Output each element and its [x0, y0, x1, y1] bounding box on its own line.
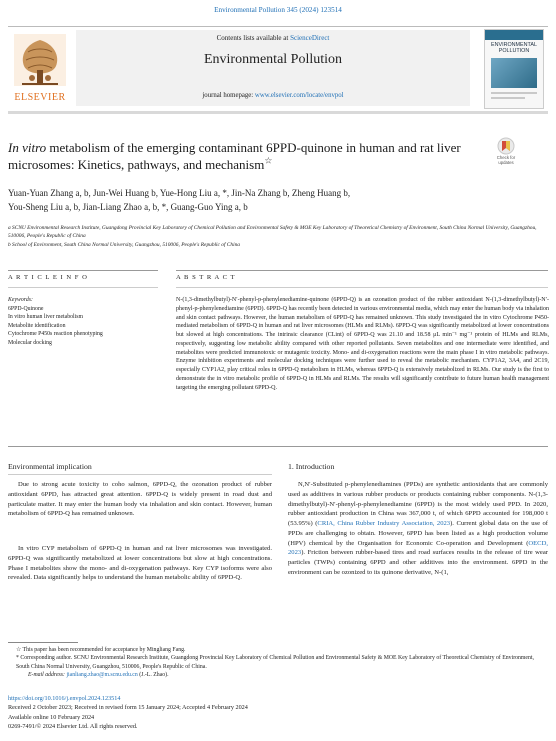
contents-prefix: Contents lists available at [216, 34, 291, 42]
footnotes [8, 646, 548, 680]
author-list [8, 186, 538, 214]
title-italic-part: In vitro [8, 140, 47, 155]
available-online: Available online 10 February 2024 [8, 713, 95, 721]
author-email-link[interactable]: jianliang.zhao@m.scnu.edu.cn [66, 672, 138, 679]
email-suffix: (J.-L. Zhao). [137, 672, 169, 679]
publication-info [8, 694, 308, 732]
footnote-rule [8, 642, 78, 643]
intro-text-b: ). Current global data on the use of PPDs are challenging to obtain. However, 6PPD has been listed as a high production volume (HPV) chemical by the Organisation for Economic Co-operation and Development ( [288, 520, 548, 547]
keyword-item: Molecular docking [8, 339, 52, 346]
keywords-list [8, 296, 158, 348]
article-info-top-rule [8, 270, 158, 271]
footnote-email-line [8, 671, 548, 679]
keyword-item: Metabolite identification [8, 322, 66, 329]
affiliations [8, 224, 548, 249]
cover-rule [491, 92, 537, 94]
sciencedirect-link[interactable]: ScienceDirect [290, 34, 330, 42]
header-center-panel [76, 30, 470, 106]
keyword-item: In vitro human liver metabolism [8, 314, 84, 321]
homepage-prefix: journal homepage: [202, 92, 255, 99]
cover-title: ENVIRONMENTAL POLLUTION [490, 42, 538, 54]
affiliation-b: b School of Environment, South China Normal University, Guangzhou, 510006, People's Republic of China [8, 241, 240, 248]
keyword-item: Cytochrome P450s reaction phenotyping [8, 331, 103, 338]
introduction-body [288, 480, 548, 578]
journal-cover[interactable] [484, 29, 544, 109]
keywords-label: Keywords: [8, 297, 33, 303]
article-title [8, 140, 478, 173]
intro-text-a: N,N′-Substituted p-phenylenediamines (PPDs) are synthetic antioxidants that are commonly used as additives in various rubber products or products containing rubber components. N-(1,3-dimethylbutyl)-N′-phenyl-p-phenylenediamine (6PPD) is the most widely used PPD. In 2020, rubber antioxidant production in China was 367,000 t, of which 6PPD accounted for 198,000 t (53.95%) ( [288, 481, 548, 527]
title-footnote-mark[interactable]: ☆ [264, 155, 273, 166]
introduction-heading: 1. Introduction [288, 462, 335, 471]
abstract-rule [176, 287, 548, 288]
authors-line-1[interactable]: Yuan-Yuan Zhang a, b, Jun-Wei Huang b, Yue-Hong Liu a, *, Jin-Na Zhang b, Zheng Huang b, [8, 188, 351, 198]
abstract-bottom-rule [8, 446, 548, 447]
journal-homepage-line [76, 92, 470, 99]
title-main-part: metabolism of the emerging contaminant 6PPD-quinone in human and rat liver microsomes: Kinetics, pathways, and mechanism [8, 140, 461, 172]
authors-line-2[interactable]: You-Sheng Liu a, b, Jian-Liang Zhao a, b, *, Guang-Guo Ying a, b [8, 202, 248, 212]
reference-link-oecd[interactable]: OECD, 2023 [288, 539, 548, 557]
article-info-rule [8, 287, 158, 288]
article-info-heading: A R T I C L E I N F O [8, 274, 88, 281]
abstract-heading: A B S T R A C T [176, 274, 236, 281]
cover-top-band [485, 30, 543, 40]
implication-rule [8, 474, 272, 475]
implication-para-1: Due to strong acute toxicity to coho salmon, 6PPD-Q, the ozonation product of rubber antioxidant 6PPD, has attracted great attention. 6PPD-Q is widely present in road dust and particulate matter. It may enter the human body via inhalation and skin contact. However, human metabolism of 6PPD-Q has remained unknown. [8, 481, 272, 518]
contents-available-line [76, 34, 470, 42]
affiliation-a: a SCNU Environmental Research Institute, Guangdong Provincial Key Laboratory of Chemical Pollution and Environmental Safety & MOE Key Laboratory of Theoretical Chemistry of Environment, South China Normal University, Guangzhou, 510006, People's Republic of China [8, 225, 537, 240]
check-for-updates-badge[interactable] [489, 137, 523, 163]
cover-rule [491, 97, 525, 99]
journal-homepage-link[interactable]: www.elsevier.com/locate/envpol [254, 92, 344, 99]
check-for-updates-icon [489, 137, 523, 155]
publication-history: Received 2 October 2023; Received in revised form 15 January 2024; Accepted 4 February 2024 [8, 704, 248, 712]
abstract-body: N-(1,3-dimethylbutyl)-N′-phenyl-p-phenylenediamine-quinone (6PPD-Q) is an ozonation product of the rubber antioxidant N-(1,3-dimethylbutyl)-N′-phenyl-p-phenylenediamine (6PPD). 6PPD-Q has recently been detected in various environmental media, which may enter the human body via inhalation and skin contact pathways. However, the human metabolism of 6PPD-Q has remained unknown. This study investigated the in vitro Cytochrome P450-mediated metabolism of 6PPD-Q in human and rat liver microsomes (HLMs and RLMs). 6PPD-Q was significantly metabolized at lower concentrations but slowed at high concentrations. The intrinsic clearance (CLint) of 6PPD-Q was 21.10 and 18.58 μL min⁻¹ mg⁻¹ protein of HLMs and RLMs, respectively, suggesting low metabolic ability compared with other reported pollutants. Seven metabolites and one intermediate were identified, and metabolites were predicted immunotoxic or mutagenic toxicity. Mono- and di-oxygenation reactions were the main phase I in vitro metabolic pathways. Enzyme inhibition experiments and molecular docking techniques were further used to reveal the metabolic mechanism. CYP1A2, 3A4, and 2C19, especially CYP1A2, play critical roles in 6PPD-Q metabolism in HLMs, whereas 6PPD-Q is extensively metabolized in RLMs. Our study is the first to demonstrate the in vitro metabolic profile of 6PPD-Q in HLMs and RLMs. The results will significantly contribute to future human health management targeting the emerging pollutant 6PPD-Q. [176, 297, 549, 391]
keyword-item: 6PPD-Quinone [8, 305, 44, 312]
implication-para-2: In vitro CYP metabolism of 6PPD-Q in human and rat liver microsomes was investigated. 6PPD-Q was significantly metabolized at lower concentrations but slow at high concentrations. Phase I metabolites show the mono- and di-oxygenation pathways. Key CYP isoforms were also revealed. Data significantly helps to understand the human metabolic ability of 6PPD-Q. [8, 545, 272, 582]
abstract-top-rule [176, 270, 548, 271]
journal-citation[interactable]: Environmental Pollution 345 (2024) 123514 [214, 6, 342, 14]
elsevier-logo [8, 30, 72, 106]
implication-heading: Environmental implication [8, 462, 92, 471]
intro-text-c: ). Friction between rubber-based tires and road surfaces results in the release of tire wear particles (TWPs) containing 6PPD and other additives into the environment. 6PPD in the environment can be ozonized to its quinone derivative, N-(1, [288, 549, 548, 576]
doi-link[interactable]: https://doi.org/10.1016/j.envpol.2024.123514 [8, 695, 121, 702]
cover-image [491, 58, 537, 88]
publisher-wordmark: ELSEVIER [14, 92, 66, 103]
email-label: E-mail address: [28, 672, 67, 679]
check-for-updates-label: Check for updates [496, 155, 516, 165]
copyright-line: 0269-7491/© 2024 Elsevier Ltd. All rights reserved. [8, 723, 138, 731]
footnote-corresponding-author: * Corresponding author. SCNU Environmental Research Institute, Guangdong Provincial Key Laboratory of Chemical Pollution and Environmental Safety & MOE Key Laboratory of Theoretical Chemistry of Environment, South China Normal University, Guangzhou, 510006, People's Republic of China. [16, 655, 534, 670]
footnote-recommendation: ☆ This paper has been recommended for acceptance by Mingliang Fang. [16, 647, 186, 653]
journal-name: Environmental Pollution [203, 52, 343, 67]
reference-link-cria[interactable]: CRIA, China Rubber Industry Association, 2023 [317, 520, 451, 527]
